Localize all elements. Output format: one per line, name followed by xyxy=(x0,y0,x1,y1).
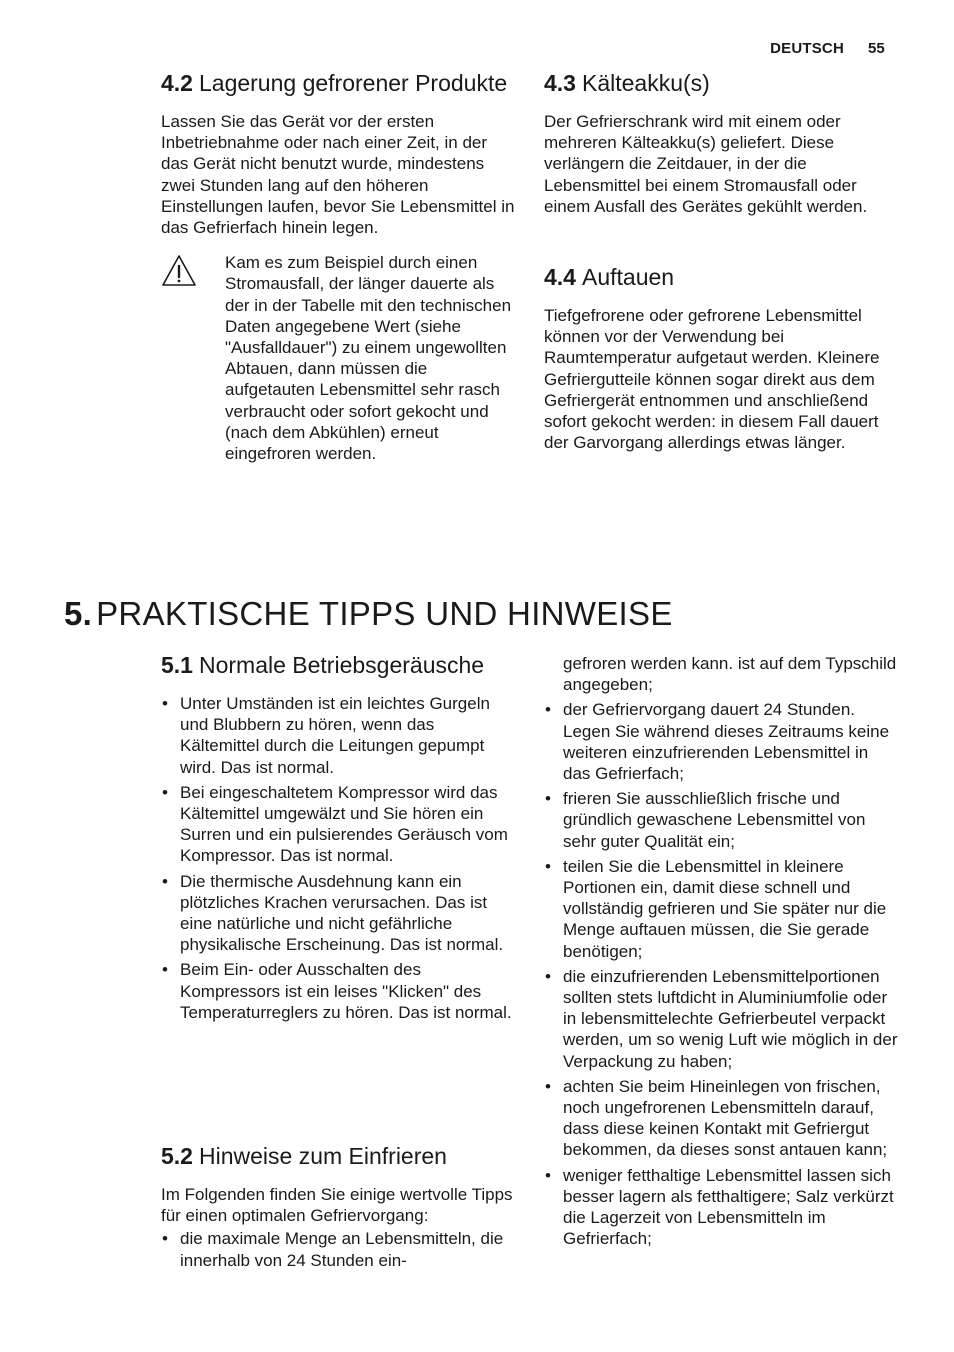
section-5-1 xyxy=(161,652,516,1027)
list-item: • der Gefriervorgang dauert 24 Stunden. Legen Sie während dieses Zeitraums keine weiteren einzufrierenden Lebensmittel in das Gefrierfach; xyxy=(544,699,900,784)
section-4-3-body: Der Gefrierschrank wird mit einem oder mehreren Kälteakku(s) geliefert. Diese verlängern die Zeitdauer, in der die Lebensmittel bei einem Stromausfall oder einem Ausfall des Gerätes gekühlt werden. xyxy=(544,112,868,216)
list-item: • Bei eingeschaltetem Kompressor wird das Kältemittel umgewälzt und Sie hören ein Surren und ein pulsierendes Geräusch vom Kompressor. Das ist normal. xyxy=(161,782,516,867)
section-5-2 xyxy=(161,1143,516,1275)
section-4-3-heading: 4.3 Kälteakku(s) xyxy=(544,70,710,96)
warning-triangle-icon xyxy=(161,254,197,288)
list-item: • Die thermische Ausdehnung kann ein plötzliches Krachen verursachen. Das ist eine natürliche und nicht gefährliche physikalische Erscheinung. Das ist normal. xyxy=(161,871,516,956)
warning-note xyxy=(161,252,516,464)
list-item: • achten Sie beim Hineinlegen von frischen, noch ungefrorenen Lebensmitteln darauf, dass diese keinen Kontakt mit Gefriergut bekommen, da dieses sonst antauen kann; xyxy=(544,1076,900,1161)
section-4-4-heading: 4.4 Auftauen xyxy=(544,264,675,290)
section-5-2-heading: 5.2 Hinweise zum Einfrieren xyxy=(161,1143,447,1169)
list-item: • Unter Umständen ist ein leichtes Gurgeln und Blubbern zu hören, wenn das Kältemittel durch die Leitungen gepumpt wird. Das ist normal. xyxy=(161,693,516,778)
noise-list xyxy=(161,693,516,1023)
list-item: • weniger fetthaltige Lebensmittel lassen sich besser lagern als fetthaltigere; Salz verkürzt die Lagerzeit von Lebensmitteln im Gefrierfach; xyxy=(544,1165,900,1250)
section-4-4-body: Tiefgefrorene oder gefrorene Lebensmittel können vor der Verwendung bei Raumtemperatur aufgetaut werden. Kleinere Gefriergutteile können sogar direkt aus dem Gefriergerät entnommen und anschließend sofort gekocht werden: in diesem Fall dauert der Garvorgang allerdings etwas länger. xyxy=(544,306,880,453)
freezing-tips-list-start xyxy=(161,1228,516,1270)
chapter-title: 5. PRAKTISCHE TIPPS UND HINWEISE xyxy=(64,595,673,632)
section-4-2 xyxy=(161,70,516,464)
freezing-tips-list xyxy=(544,653,900,1249)
header-language: DEUTSCH xyxy=(770,40,844,57)
section-5-2-continued xyxy=(544,653,900,1253)
section-5-1-heading: 5.1 Normale Betriebsgeräusche xyxy=(161,652,485,678)
list-item: • frieren Sie ausschließlich frische und gründlich gewaschene Lebensmittel von sehr guter Qualität ein; xyxy=(544,788,900,852)
section-4-4 xyxy=(544,264,900,453)
list-item: • die maximale Menge an Lebensmitteln, die innerhalb von 24 Stunden ein- xyxy=(161,1228,516,1270)
list-item-continued: gefroren werden kann. ist auf dem Typschild angegeben; xyxy=(563,654,897,695)
section-4-2-body: Lassen Sie das Gerät vor der ersten Inbetriebnahme oder nach einer Zeit, in der das Gerät nicht benutzt wurde, mindestens zwei Stunden lang auf den höheren Einstellungen laufen, bevor Sie Lebensmittel in das Gefrierfach hinein legen. xyxy=(161,112,515,238)
warning-text: Kam es zum Beispiel durch einen Stromausfall, der länger dauerte als der in der Tabelle mit den technischen Daten angegebene Wert (siehe "Ausfalldauer") zu einem ungewollten Abtauen, dann müssen die aufgetauten Lebensmittel sehr rasch verbraucht oder sofort gekocht und (nach dem Abkühlen) erneut eingefroren werden. xyxy=(225,253,512,464)
section-4-3 xyxy=(544,70,900,217)
section-5-2-intro: Im Folgenden finden Sie einige wertvolle Tipps für einen optimalen Gefriervorgang: xyxy=(161,1185,513,1226)
section-4-2-heading: 4.2 Lagerung gefrorener Produkte xyxy=(161,70,508,96)
page-number: 55 xyxy=(868,40,885,57)
list-item: • die einzufrierenden Lebensmittelportionen sollten stets luftdicht in Aluminiumfolie oder in lebensmittelechte Gefrierbeutel verpackt werden, um so wenig Luft wie möglich in der Verpackung zu haben; xyxy=(544,966,900,1072)
list-item: • Beim Ein- oder Ausschalten des Kompressors ist ein leises "Klicken" des Temperaturreglers zu hören. Das ist normal. xyxy=(161,959,516,1023)
list-item: • teilen Sie die Lebensmittel in kleinere Portionen ein, damit diese schnell und vollständig gefrieren und Sie später nur die Menge auftauen müssen, die Sie gerade benötigen; xyxy=(544,856,900,962)
